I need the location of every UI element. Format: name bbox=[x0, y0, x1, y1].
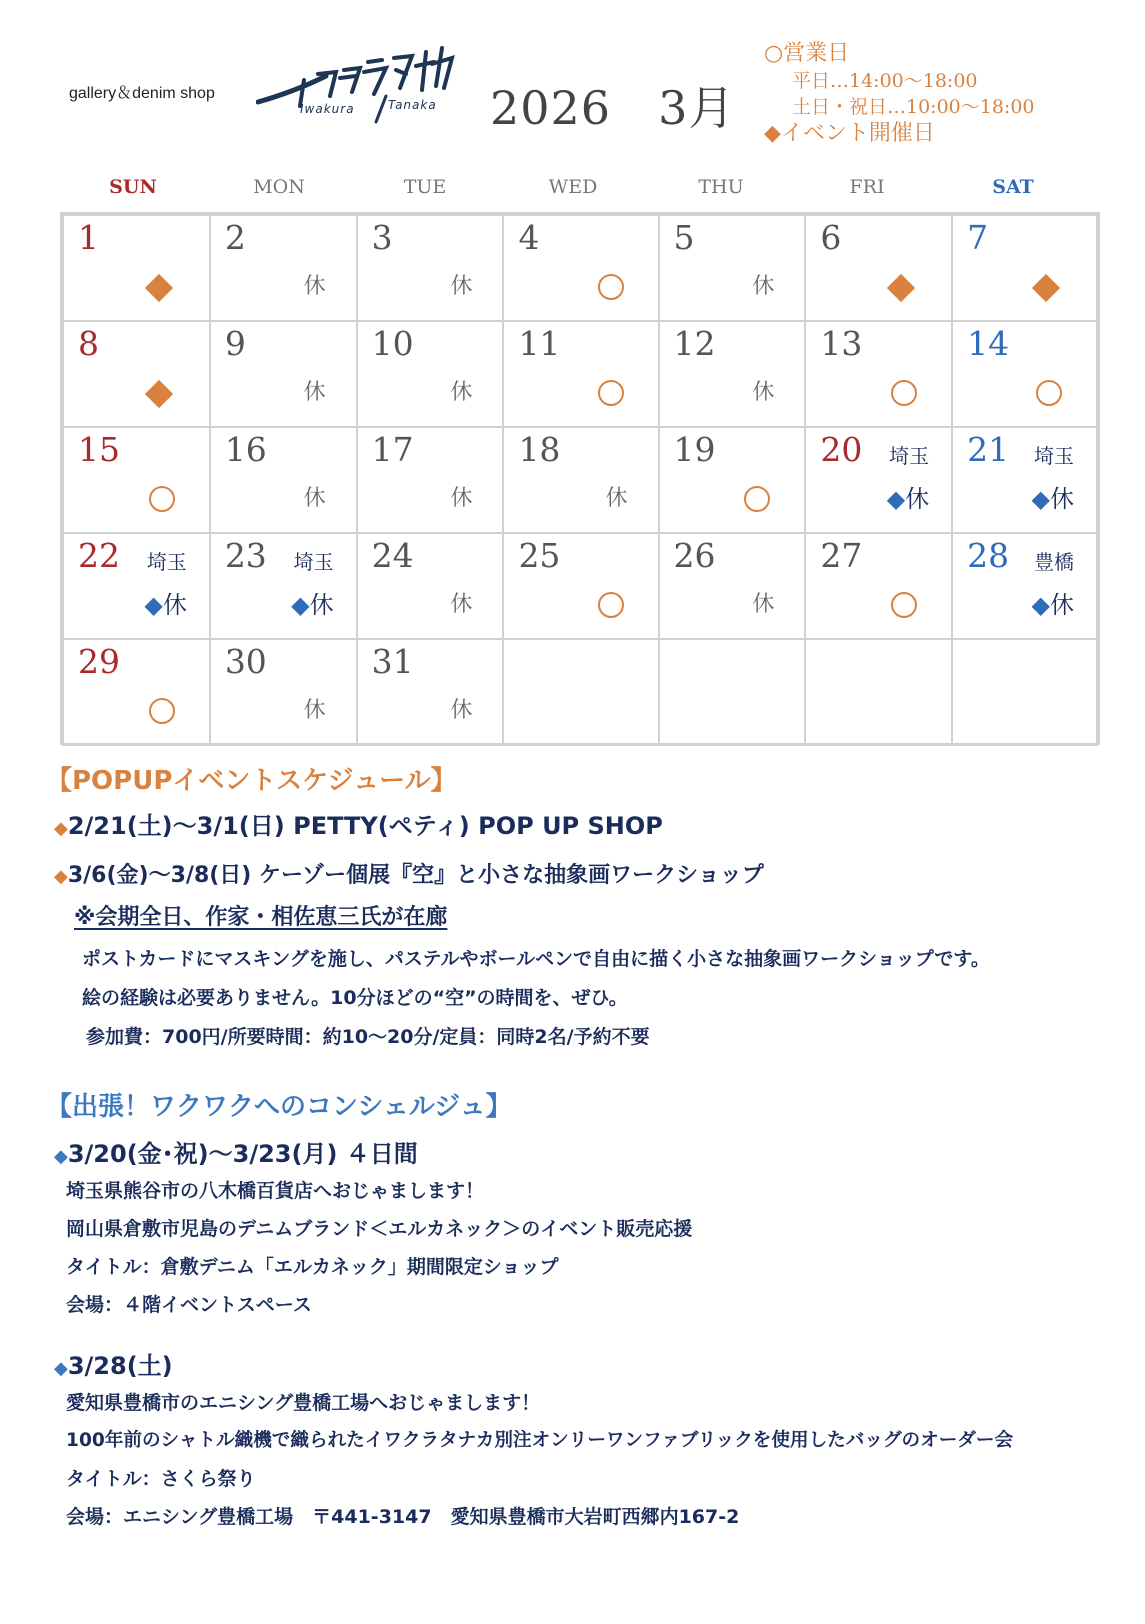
popup-event-2-desc-1: ポストカードにマスキングを施し、パステルやボールペンで自由に描く小さな抽象画ワークショップです。 bbox=[82, 948, 990, 970]
calendar-day-cell bbox=[210, 427, 357, 533]
diamond-icon: ◆ bbox=[54, 818, 68, 839]
calendar-day-cell bbox=[63, 321, 210, 427]
closed-mark: 休 bbox=[303, 698, 326, 723]
calendar-day-cell bbox=[659, 321, 806, 427]
calendar-day-cell bbox=[503, 215, 658, 321]
day-number: 31 bbox=[371, 642, 414, 681]
event-diamond-icon bbox=[887, 274, 915, 302]
day-number: 17 bbox=[371, 430, 414, 469]
calendar-day-cell bbox=[952, 321, 1097, 427]
calendar-day-cell bbox=[357, 533, 504, 639]
day-number: 29 bbox=[78, 642, 120, 681]
calendar-empty-cell bbox=[805, 639, 952, 745]
popup-event-2 bbox=[54, 858, 764, 889]
legend-event-label: ◆イベント開催日 bbox=[764, 121, 935, 146]
calendar-day-cell bbox=[63, 533, 210, 639]
open-circle-icon bbox=[598, 274, 624, 300]
open-circle-icon bbox=[1036, 380, 1062, 406]
calendar-day-cell bbox=[503, 427, 658, 533]
calendar-week-row bbox=[63, 215, 1097, 321]
day-number: 10 bbox=[371, 324, 414, 363]
day-number: 15 bbox=[78, 430, 120, 469]
concierge-event-1-line-4: 会場：４階イベントスペース bbox=[66, 1294, 312, 1316]
calendar-day-cell bbox=[63, 427, 210, 533]
closed-label: 休 bbox=[1050, 485, 1074, 513]
concierge-event-1-head bbox=[54, 1134, 418, 1169]
popup-event-2-text: 3/6(金)～3/8(日) ケーゾー個展『空』と小さな抽象画ワークショップ bbox=[67, 863, 764, 888]
day-number: 9 bbox=[224, 324, 246, 363]
calendar-day-cell bbox=[952, 533, 1097, 639]
dow-mon: MON bbox=[253, 176, 305, 198]
event-location: 埼玉 bbox=[889, 444, 930, 468]
calendar-grid bbox=[60, 212, 1100, 745]
calendar-day-cell bbox=[357, 639, 504, 745]
concierge-event-1-line-1: 埼玉県熊谷市の八木橋百貨店へおじゃまします！ bbox=[66, 1180, 485, 1202]
concierge-event-2-line-2: 100年前のシャトル織機で織られたイワクラタナカ別注オンリーワンファブリックを使用したバッグのオーダー会 bbox=[66, 1430, 1014, 1451]
legend-weekday-hours: 平日…14:00～18:00 bbox=[792, 70, 978, 92]
legend-open-label: ○営業日 bbox=[764, 41, 850, 66]
calendar-day-cell bbox=[503, 533, 658, 639]
day-number: 16 bbox=[224, 430, 267, 469]
open-circle-icon bbox=[598, 380, 624, 406]
event-diamond-icon bbox=[145, 380, 173, 408]
open-circle-icon bbox=[149, 486, 175, 512]
concierge-event-1-date: 3/20(金･祝)～3/23(月) ４日間 bbox=[67, 1140, 418, 1168]
day-number: 19 bbox=[673, 430, 716, 469]
day-number: 4 bbox=[518, 218, 540, 257]
away-closed-mark bbox=[887, 484, 929, 514]
closed-mark: 休 bbox=[605, 486, 628, 511]
closed-mark: 休 bbox=[450, 486, 473, 511]
concierge-event-2-line-4: 会場：エニシング豊橋工場 〒441-3147 愛知県豊橋市大岩町西郷内167-2 bbox=[66, 1506, 740, 1528]
day-number: 24 bbox=[371, 536, 414, 575]
popup-event-2-desc-3: 参加費：700円/所要時間：約10～20分/定員：同時2名/予約不要 bbox=[86, 1026, 650, 1048]
diamond-icon: ◆ bbox=[54, 866, 68, 887]
closed-label: 休 bbox=[1050, 591, 1074, 619]
legend-weekend-hours: 土日・祝日…10:00～18:00 bbox=[792, 96, 1035, 118]
day-number: 6 bbox=[820, 218, 842, 257]
calendar-day-cell bbox=[659, 215, 806, 321]
blue-diamond-icon: ◆ bbox=[291, 591, 310, 619]
dow-sat: SAT bbox=[992, 176, 1034, 198]
day-number: 14 bbox=[967, 324, 1010, 363]
concierge-event-2-date: 3/28(土) bbox=[67, 1352, 173, 1380]
closed-label: 休 bbox=[309, 591, 334, 619]
popup-event-2-note: ※会期全日、作家・相佐恵三氏が在廊 bbox=[74, 905, 448, 930]
day-number: 23 bbox=[224, 536, 267, 575]
event-diamond-icon bbox=[1032, 274, 1060, 302]
calendar-week-row bbox=[63, 427, 1097, 533]
closed-mark: 休 bbox=[303, 380, 326, 405]
dow-sun: SUN bbox=[109, 176, 157, 198]
calendar-day-cell bbox=[659, 427, 806, 533]
day-number: 30 bbox=[224, 642, 267, 681]
dow-tue: TUE bbox=[403, 176, 447, 198]
calendar-day-cell bbox=[63, 639, 210, 745]
calendar-day-cell bbox=[210, 215, 357, 321]
day-number: 25 bbox=[518, 536, 561, 575]
closed-label: 休 bbox=[162, 591, 187, 619]
calendar-day-cell bbox=[210, 533, 357, 639]
diamond-icon: ◆ bbox=[54, 1358, 68, 1379]
closed-mark: 休 bbox=[450, 274, 473, 299]
day-number: 1 bbox=[78, 218, 99, 257]
away-closed-mark bbox=[1032, 484, 1074, 514]
day-number: 20 bbox=[820, 430, 863, 469]
dow-wed: WED bbox=[548, 176, 598, 198]
open-circle-icon bbox=[598, 592, 624, 618]
calendar-day-cell bbox=[805, 427, 952, 533]
closed-mark: 休 bbox=[450, 698, 473, 723]
event-diamond-icon bbox=[145, 274, 173, 302]
calendar-day-cell bbox=[805, 533, 952, 639]
concierge-event-1-line-2: 岡山県倉敷市児島のデニムブランド＜エルカネック＞のイベント販売応援 bbox=[66, 1218, 693, 1240]
blue-diamond-icon: ◆ bbox=[1031, 485, 1050, 513]
away-closed-mark bbox=[1032, 590, 1074, 620]
day-number: 28 bbox=[967, 536, 1010, 575]
calendar-day-cell bbox=[503, 321, 658, 427]
away-closed-mark bbox=[291, 590, 333, 620]
day-number: 26 bbox=[673, 536, 716, 575]
calendar-week-row bbox=[63, 321, 1097, 427]
day-number: 11 bbox=[518, 324, 561, 363]
day-number: 13 bbox=[820, 324, 863, 363]
closed-mark: 休 bbox=[752, 274, 775, 299]
closed-mark: 休 bbox=[303, 486, 326, 511]
brand-logo bbox=[256, 44, 456, 129]
event-location: 埼玉 bbox=[1034, 444, 1074, 468]
popup-event-2-desc-2: 絵の経験は必要ありません。10分ほどの“空”の時間を、ぜひ。 bbox=[82, 987, 628, 1009]
away-closed-mark bbox=[144, 590, 186, 620]
blue-diamond-icon: ◆ bbox=[886, 485, 906, 513]
dow-fri: FRI bbox=[849, 176, 885, 198]
calendar-day-cell bbox=[63, 215, 210, 321]
open-circle-icon bbox=[744, 486, 770, 512]
legend bbox=[764, 40, 1035, 148]
month-title: 2026 3月 bbox=[490, 81, 736, 135]
calendar-day-cell bbox=[805, 321, 952, 427]
calendar-day-cell bbox=[805, 215, 952, 321]
day-number: 5 bbox=[673, 218, 695, 257]
open-circle-icon bbox=[891, 592, 917, 618]
day-number: 21 bbox=[967, 430, 1010, 469]
event-location: 埼玉 bbox=[293, 550, 334, 574]
calendar-day-cell bbox=[952, 427, 1097, 533]
popup-event-1-text: 2/21(土)～3/1(日) PETTY(ペティ) POP UP SHOP bbox=[67, 812, 663, 840]
calendar-week-row bbox=[63, 639, 1097, 745]
concierge-section-title: 【出張！ワクワクへのコンシェルジュ】 bbox=[46, 1092, 512, 1122]
event-location: 豊橋 bbox=[1034, 550, 1074, 574]
calendar-day-cell bbox=[357, 321, 504, 427]
closed-label: 休 bbox=[905, 485, 930, 513]
day-of-week-header bbox=[60, 176, 1100, 206]
calendar-empty-cell bbox=[503, 639, 658, 745]
calendar-day-cell bbox=[357, 215, 504, 321]
closed-mark: 休 bbox=[303, 274, 326, 299]
blue-diamond-icon: ◆ bbox=[1031, 591, 1050, 619]
day-number: 18 bbox=[518, 430, 561, 469]
logo-subtext-iwakura: Iwakura bbox=[300, 102, 355, 116]
closed-mark: 休 bbox=[450, 380, 473, 405]
calendar-empty-cell bbox=[659, 639, 806, 745]
closed-mark: 休 bbox=[752, 380, 775, 405]
day-number: 2 bbox=[224, 218, 246, 257]
shop-tagline: gallery＆denim shop bbox=[69, 85, 215, 102]
concierge-event-1-line-3: タイトル：倉敷デニム「エルカネック」期間限定ショップ bbox=[66, 1256, 559, 1278]
calendar-day-cell bbox=[659, 533, 806, 639]
calendar-day-cell bbox=[357, 427, 504, 533]
open-circle-icon bbox=[149, 698, 175, 724]
day-number: 22 bbox=[78, 536, 120, 575]
popup-event-1 bbox=[54, 806, 663, 841]
day-number: 27 bbox=[820, 536, 863, 575]
calendar-week-row bbox=[63, 533, 1097, 639]
calendar-day-cell bbox=[210, 639, 357, 745]
calendar-empty-cell bbox=[952, 639, 1097, 745]
diamond-icon: ◆ bbox=[54, 1146, 68, 1167]
day-number: 7 bbox=[967, 218, 989, 257]
open-circle-icon bbox=[891, 380, 917, 406]
day-number: 12 bbox=[673, 324, 716, 363]
event-location: 埼玉 bbox=[146, 550, 187, 574]
popup-section-title: 【POPUPイベントスケジュール】 bbox=[46, 766, 457, 796]
day-number: 3 bbox=[371, 218, 393, 257]
calendar-day-cell bbox=[952, 215, 1097, 321]
concierge-event-2-line-3: タイトル：さくら祭り bbox=[66, 1468, 256, 1490]
concierge-event-2-line-1: 愛知県豊橋市のエニシング豊橋工場へおじゃまします！ bbox=[66, 1392, 541, 1414]
blue-diamond-icon: ◆ bbox=[144, 591, 163, 619]
concierge-event-2-head bbox=[54, 1346, 173, 1381]
closed-mark: 休 bbox=[450, 592, 473, 617]
closed-mark: 休 bbox=[752, 592, 775, 617]
logo-subtext-tanaka: Tanaka bbox=[388, 98, 437, 112]
dow-thu: THU bbox=[698, 176, 744, 198]
day-number: 8 bbox=[78, 324, 99, 363]
calendar-day-cell bbox=[210, 321, 357, 427]
